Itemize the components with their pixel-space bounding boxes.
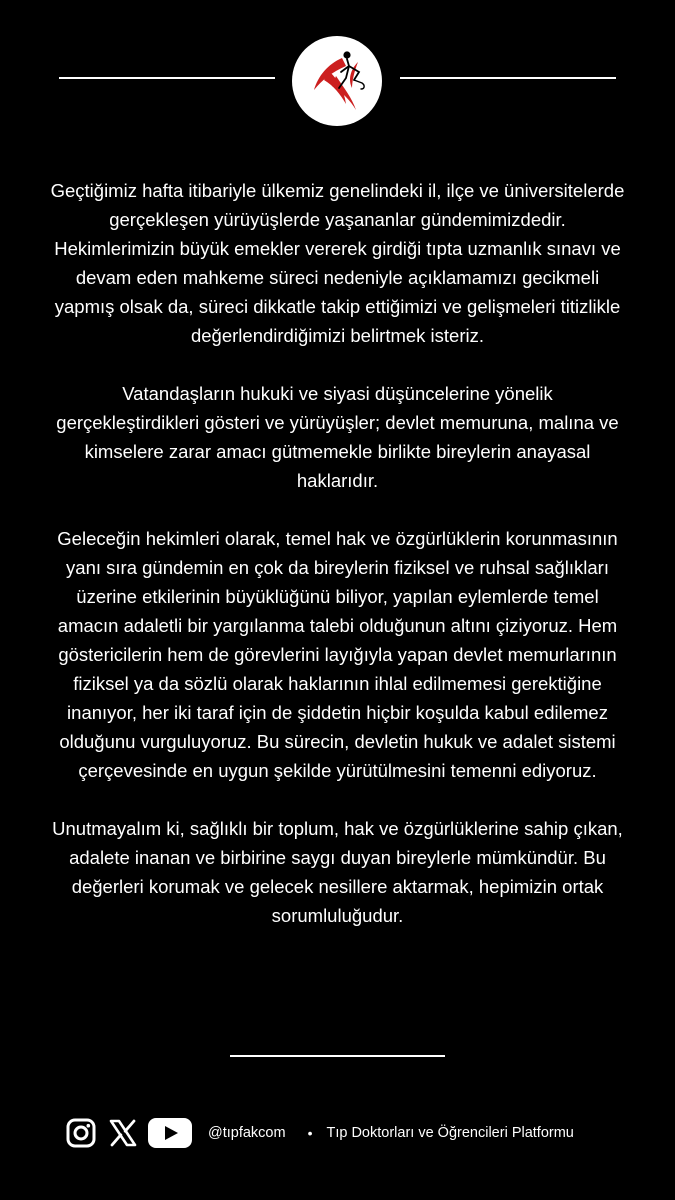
- paragraph-2: Vatandaşların hukuki ve siyasi düşüncelerine yönelik gerçekleştirdikleri gösteri ve yürüyüşler; devlet memuruna, malına ve kimselere zarar amacı gütmemekle birlikte bireylerin anayasal haklarıdır.: [56, 383, 619, 491]
- statement-body: [50, 176, 625, 959]
- paragraph-1: Geçtiğimiz hafta itibariyle ülkemiz genelindeki il, ilçe ve üniversitelerde gerçekleşen yürüyüşlerde yaşananlar gündemimizdedir. Hekimlerimizin büyük emekler vererek girdiği tıpta uzmanlık sınavı ve devam eden mahkeme süreci nedeniyle açıklamamızı gecikmeli yapmış olsak da, süreci dikkatle takip ettiğimizi ve gelişmeleri titizlikle değerlendirdiğimizi belirtmek isteriz.: [50, 180, 625, 346]
- footer: [66, 1113, 574, 1153]
- instagram-icon[interactable]: [66, 1118, 96, 1148]
- youtube-icon[interactable]: [148, 1118, 192, 1148]
- bottom-divider: [230, 1055, 445, 1057]
- top-divider-right: [400, 77, 616, 79]
- footer-separator: •: [307, 1125, 313, 1141]
- tipfakcom-logo-icon: [292, 36, 382, 126]
- social-handle[interactable]: @tıpfakcom: [208, 1125, 286, 1141]
- organization-name: Tıp Doktorları ve Öğrencileri Platformu: [326, 1125, 574, 1141]
- paragraph-3: Geleceğin hekimleri olarak, temel hak ve özgürlüklerin korunmasının yanı sıra gündemin en çok da bireylerin fiziksel ve ruhsal sağlıkları üzerine etkilerinin büyüklüğünü biliyor, yapılan eylemlerde temel amacın adaletli bir yargılanma talebi olduğunun altını çiziyoruz. Hem göstericilerin hem de görevlerini layığıyla yapan devlet memurlarının fiziksel ya da sözlü olarak haklarının ihlal edilmemesi gerektiğine inanıyor, her iki taraf için de şiddetin hiçbir koşulda kabul edilemez olduğunu vurguluyoruz. Bu sürecin, devletin hukuk ve adalet sistemi çerçevesinde en uygun şekilde yürütülmesini temenni ediyoruz.: [57, 528, 618, 781]
- x-icon[interactable]: [108, 1118, 138, 1148]
- top-divider-left: [59, 77, 275, 79]
- paragraph-4: Unutmayalım ki, sağlıklı bir toplum, hak ve özgürlüklerine sahip çıkan, adalete inanan ve birbirine saygı duyan bireylerle mümkündür. Bu değerleri korumak ve gelecek nesillere aktarmak, hepimizin ortak sorumluluğudur.: [52, 818, 623, 926]
